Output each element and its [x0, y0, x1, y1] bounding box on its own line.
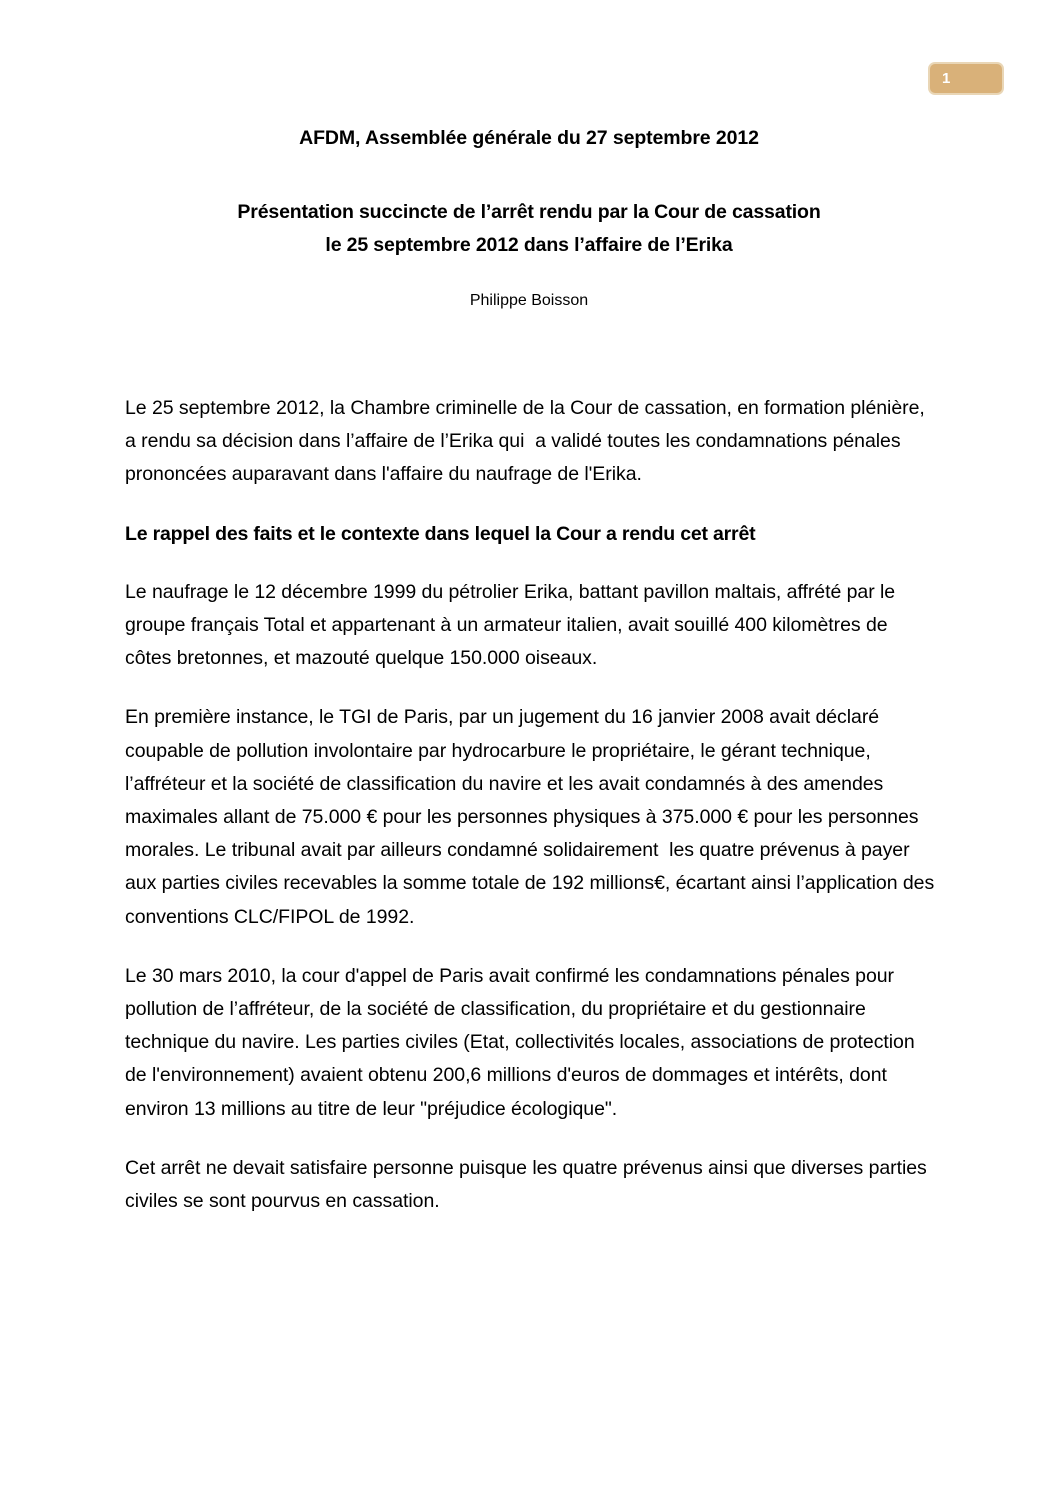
document-header	[0, 123, 1058, 313]
paragraph-intro: Le 25 septembre 2012, la Chambre criminelle de la Cour de cassation, en formation plénière, a rendu sa décision dans l’affaire de l’Erika qui a validé toutes les condamnations pénales prononcées auparavant dans l'affaire du naufrage de l'Erika.	[125, 397, 931, 486]
document-title: AFDM, Assemblée générale du 27 septembre 2012	[299, 127, 759, 149]
paragraph-cour-appel: Le 30 mars 2010, la cour d'appel de Paris avait confirmé les condamnations pénales pour pollution de l’affréteur, de la société de classification, du propriétaire et du gestionnaire technique du navire. Les parties civiles (Etat, collectivités locales, associations de protection de l'environnement) avaient obtenu 200,6 millions d'euros de dommages et intérêts, dont environ 13 millions au titre de leur "préjudice écologique".	[125, 964, 921, 1120]
paragraph-premiere-instance: En première instance, le TGI de Paris, par un jugement du 16 janvier 2008 avait déclaré coupable de pollution involontaire par hydrocarbure le propriétaire, le gérant technique, l’affréteur et la société de classification du navire et les avait condamnés à des amendes maximales allant de 75.000 € pour les personnes physiques à 375.000 € pour les personnes morales. Le tribunal avait par ailleurs condamné solidairement les quatre prévenus à payer aux parties civiles recevables la somme totale de 192 millions€, écartant ainsi l’application des conventions CLC/FIPOL de 1992.	[125, 706, 940, 928]
paragraph-naufrage: Le naufrage le 12 décembre 1999 du pétrolier Erika, battant pavillon maltais, affrété par le groupe français Total et appartenant à un armateur italien, avait souillé 400 kilomètres de côtes bretonnes, et mazouté quelque 150.000 oiseaux.	[125, 580, 901, 670]
document-body	[125, 392, 940, 1218]
paragraph-pourvois: Cet arrêt ne devait satisfaire personne puisque les quatre prévenus ainsi que diverses parties civiles se sont pourvus en cassation.	[125, 1156, 933, 1213]
document-subtitle-line-1: Présentation succincte de l’arrêt rendu par la Cour de cassation	[237, 201, 821, 223]
document-subtitle-line-2: le 25 septembre 2012 dans l’affaire de l’Erika	[325, 234, 733, 256]
document-author: Philippe Boisson	[469, 292, 589, 309]
paragraph-section-heading: Le rappel des faits et le contexte dans lequel la Cour a rendu cet arrêt	[125, 522, 756, 545]
document-subtitle	[0, 196, 1058, 262]
page-number-badge: 1	[928, 62, 1004, 95]
